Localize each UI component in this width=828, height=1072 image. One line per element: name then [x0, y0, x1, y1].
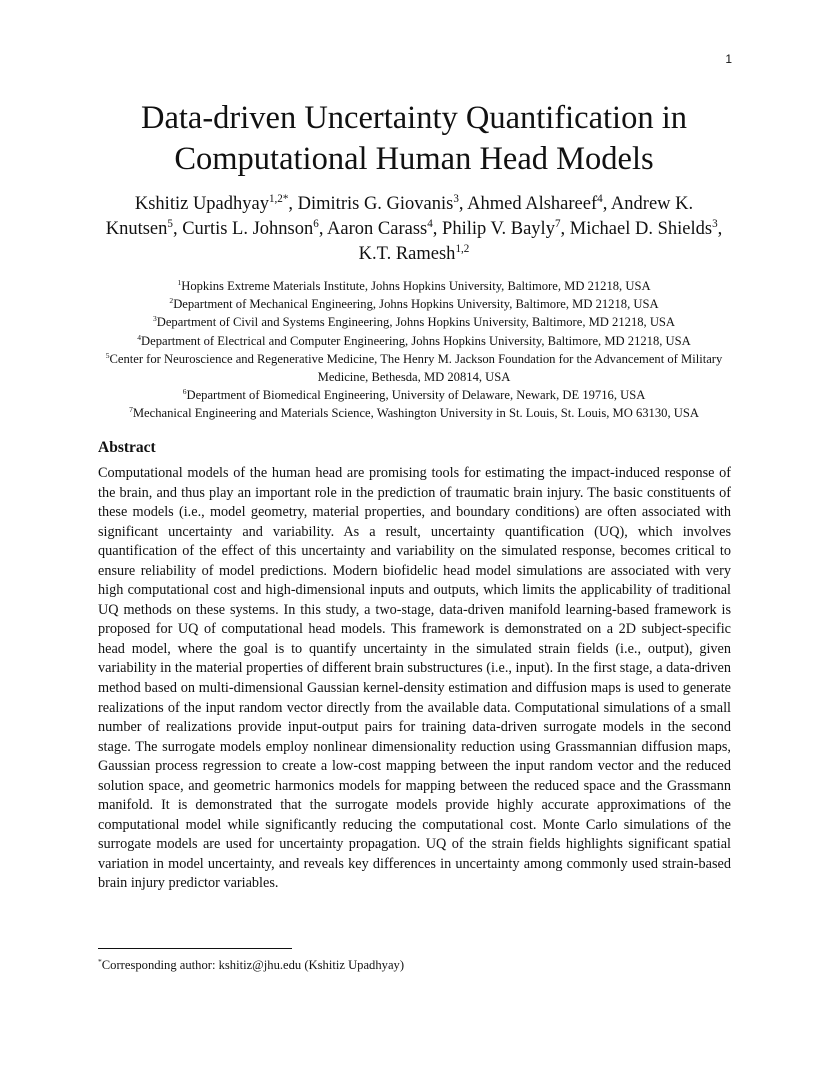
title-line-2: Computational Human Head Models	[174, 141, 654, 177]
author: Curtis L. Johnson$^6$,	[182, 217, 328, 239]
affiliation: $^5$Center for Neuroscience and Regenerative Medicine, The Henry M. Jackson Foundation for the Advancement of Military Medicine, Bethesda, MD 20814, USA	[105, 350, 723, 385]
author: Aaron Carass$^4$,	[327, 217, 443, 239]
corresponding-author-footnote	[98, 958, 404, 973]
author: Kshitiz Upadhyay$^{1,2*}$,	[134, 192, 298, 214]
abstract-body: Computational models of the human head are promising tools for estimating the impact-induced response of the brain, and thus play an important role in the prediction of traumatic brain injury. The basic constituents of these models (i.e., model geometry, material properties, and boundary conditions) are often associated with significant uncertainty and variability. As a result, uncertainty quantification (UQ), which involves quantification of the effect of this uncertainty and variability on the simulated response, becomes critical to ensure reliability of model predictions. Modern biofidelic head model simulations are associated with very high computational cost and high-dimensional inputs and outputs, which limits the applicability of traditional UQ methods on these systems. In this study, a two-stage, data-driven manifold learning-based framework is proposed for UQ of computational head models. This framework is demonstrated on a 2D subject-specific head model, where the goal is to quantify uncertainty in the simulated strain fields (i.e., output), given variability in the material properties of different brain substructures (i.e., input). In the first stage, a data-driven method based on multi-dimensional Gaussian kernel-density estimation and diffusion maps is used to generate realizations of the input random vector directly from the available data. Computational simulations of a small number of realizations provide input-output pairs for training data-driven surrogate models in the second stage. The surrogate models employ nonlinear dimensionality reduction using Grassmannian diffusion maps, Gaussian process regression to create a low-cost mapping between the input random vector and the reduced solution space, and geometric harmonics models for mapping between the reduced space and the Grassmann manifold. It is demonstrated that the surrogate models provide highly accurate approximations of the computational model while significantly reducing the computational cost. Monte Carlo simulations of the surrogate models are used for uncertainty propagation. UQ of the strain fields highlights significant spatial variation in model uncertainty, and reveals key differences in uncertainty among commonly used strain-based brain injury predictor variables.	[98, 465, 731, 892]
title-line-1: Data-driven Uncertainty Quantification in	[141, 100, 687, 136]
affiliation: $^7$Mechanical Engineering and Materials Science, Washington University in St. Louis, St. Louis, MO 63130, USA	[129, 405, 699, 421]
affiliation: $^1$Hopkins Extreme Materials Institute, Johns Hopkins University, Baltimore, MD 21218, USA	[177, 277, 651, 293]
footnote-mark: *	[98, 956, 102, 966]
author: Michael D. Shields$^3$,	[569, 217, 723, 239]
paper-title	[98, 98, 730, 180]
author: Andrew K. Knutsen$^5$,	[105, 194, 694, 239]
author: Dimitris G. Giovanis$^3$,	[297, 192, 468, 214]
footnote-text: Corresponding author: kshitiz@jhu.edu (Kshitiz Upadhyay)	[101, 958, 405, 972]
author: K.T. Ramesh$^{1,2}$	[358, 242, 470, 264]
affiliation-list	[98, 277, 730, 423]
affiliation: $^2$Department of Mechanical Engineering, Johns Hopkins University, Baltimore, MD 21218, USA	[169, 296, 659, 312]
affiliation: $^3$Department of Civil and Systems Engineering, Johns Hopkins University, Baltimore, MD 21218, USA	[152, 314, 676, 330]
author: Philip V. Bayly$^7$,	[442, 217, 570, 239]
affiliation: $^4$Department of Electrical and Computer Engineering, Johns Hopkins University, Baltimore, MD 21218, USA	[137, 332, 691, 348]
page-number: 1	[725, 52, 732, 66]
footnote-divider	[98, 948, 292, 949]
author: Ahmed Alshareef$^4$,	[467, 192, 611, 214]
abstract-heading: Abstract	[98, 439, 156, 456]
author-list	[98, 192, 730, 267]
affiliation: $^6$Department of Biomedical Engineering, University of Delaware, Newark, DE 19716, USA	[182, 387, 646, 403]
